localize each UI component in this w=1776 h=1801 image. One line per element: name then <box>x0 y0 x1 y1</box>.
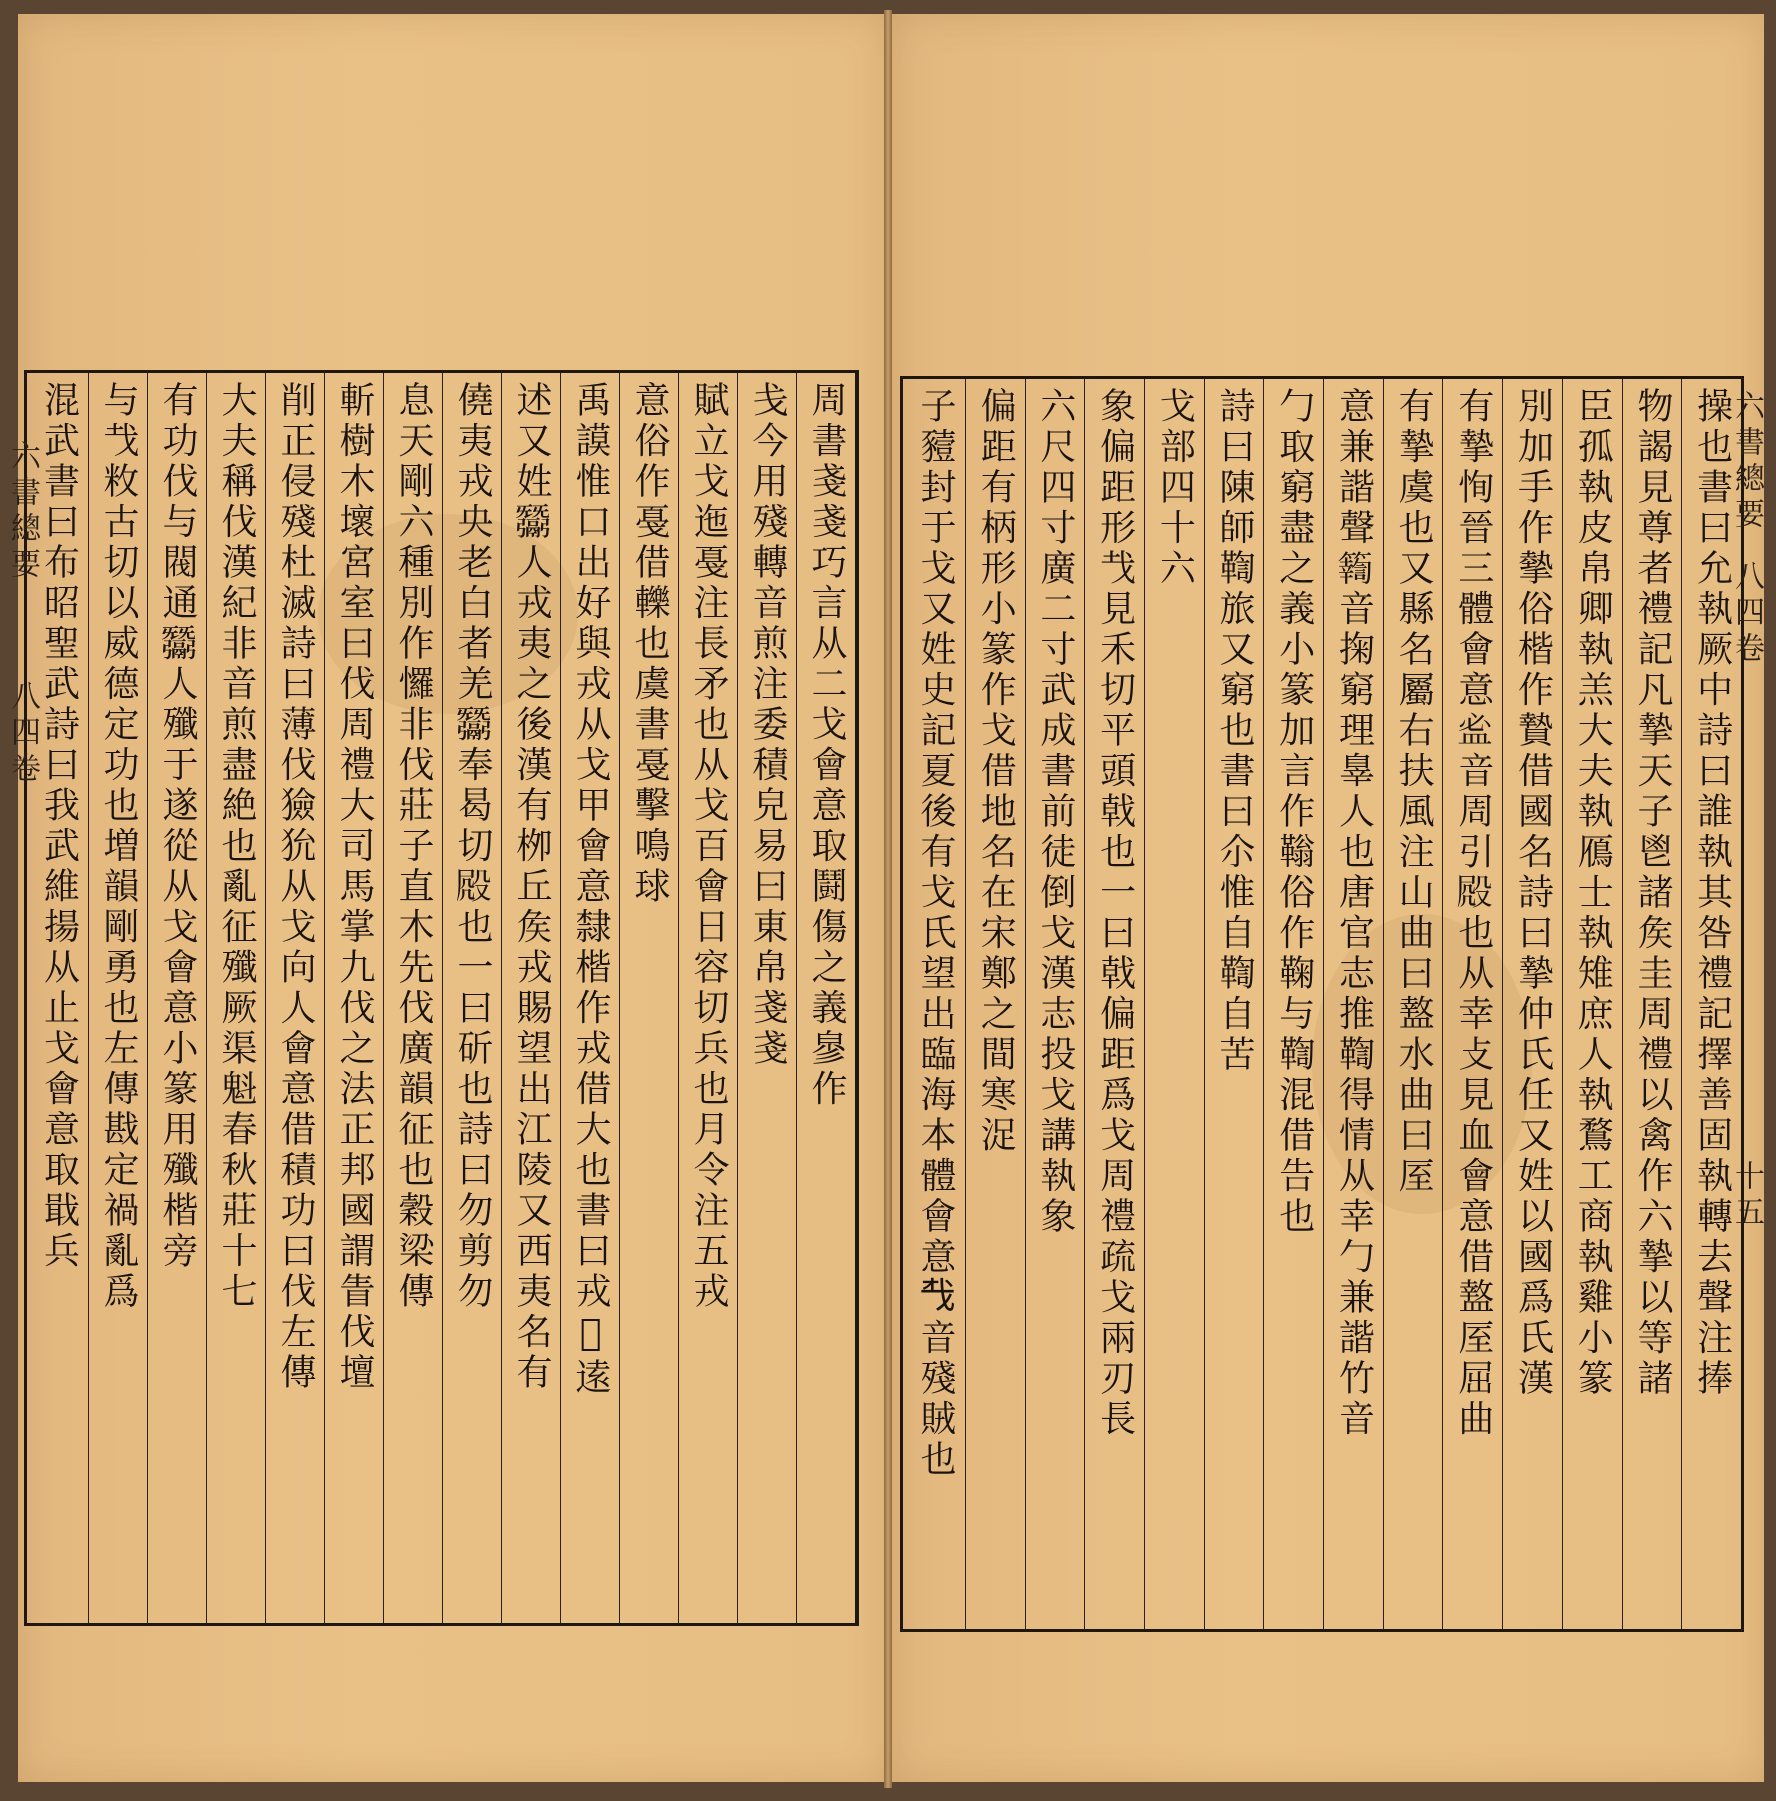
column-text: 象偏距形𢦏見禾切平頭戟也一曰戟偏距爲戈周禮疏戈兩刃長 <box>1094 387 1136 1440</box>
right-text-column <box>1263 379 1323 1629</box>
right-text-column <box>1622 379 1682 1629</box>
column-text: 有功伐与閥通𢑋人殲于遂從从戈會意小篆用殲楷旁 <box>157 381 198 1272</box>
right-text-column <box>1562 379 1622 1629</box>
column-text: 混武書曰布昭聖武詩曰我武維揚从止戈會意取戢兵 <box>38 381 80 1272</box>
column-text: 偏距有柄形小篆作戈借地名在宋鄭之間寒浞 <box>975 387 1017 1157</box>
right-margin-volume: 八四卷 <box>1729 560 1764 668</box>
right-text-column <box>1144 379 1204 1629</box>
left-margin-volume: 八四卷 <box>5 680 40 788</box>
right-text-column <box>1323 379 1383 1629</box>
left-text-column <box>796 373 855 1623</box>
left-text-column <box>678 373 737 1623</box>
left-text-frame <box>24 370 859 1626</box>
column-text: 息天剛六種別作㦬非伐莊子直木先伐廣韻征也穀梁傳 <box>393 381 434 1313</box>
column-text: 削正侵殘杜滅詩曰薄伐獫狁从戈向人會意借積功曰伐左傳 <box>275 381 316 1394</box>
right-text-column <box>1383 379 1443 1629</box>
column-text: 意俗作戞借轢也虞書戞擊鳴球 <box>629 381 670 908</box>
right-text-column <box>1025 379 1085 1629</box>
right-margin-title: 六書總要 <box>1729 390 1764 534</box>
right-text-column <box>1502 379 1562 1629</box>
left-text-column <box>147 373 206 1623</box>
left-text-column <box>265 373 324 1623</box>
column-text: 戈部四十六 <box>1154 387 1196 590</box>
column-text: 有摯恂晉三體會意𥁑音周引𣪍也从幸攴見血會意借盩厔屈曲 <box>1452 387 1494 1440</box>
right-text-column <box>1442 379 1502 1629</box>
right-margin-folio: 十五 <box>1729 1160 1764 1232</box>
column-text: 六尺四寸廣二寸武成書前徒倒戈漢志投戈講執象 <box>1034 387 1076 1238</box>
column-text: 操也書曰允執厥中詩曰誰執其咎禮記擇善固執轉去聲注捧 <box>1691 387 1733 1400</box>
column-text: 与𢦏敉古切以威德定功也増韻剛勇也左傳戡定禍亂爲 <box>98 381 139 1313</box>
column-text: 禹謨惟口出好與戎从戈甲會意隸楷作戎借大也書曰戎𦕖逺 <box>570 381 611 1399</box>
right-columns <box>903 379 1741 1629</box>
left-text-column <box>383 373 442 1623</box>
column-text: 物謁見尊者禮記凡摯天子鬯諸矦圭周禮以禽作六摯以等諸 <box>1631 387 1673 1400</box>
column-text: 戋今用殘轉音煎注委積皃易曰東帛戔戔 <box>747 381 788 1070</box>
left-text-column <box>442 373 501 1623</box>
column-text: 述又姓𢑋人戎夷之後漢有栁丘矦戎賜望出江陵又西夷名有 <box>511 381 552 1394</box>
left-text-column <box>737 373 796 1623</box>
column-text: 斬樹木壞宮室曰伐周禮大司馬掌九伐之法正邦國謂眚伐壇 <box>334 381 375 1394</box>
left-text-column <box>88 373 147 1623</box>
column-text: 大夫稱伐漢紀非音煎盡絶也亂征殲厥渠魁春秋莊十七 <box>216 381 257 1313</box>
column-text: 別加手作摰俗楷作贄借國名詩曰摯仲氏任又姓以國爲氏漢 <box>1512 387 1554 1400</box>
right-text-column <box>1084 379 1144 1629</box>
left-text-column <box>206 373 265 1623</box>
left-margin-title: 六書總要 <box>5 440 40 584</box>
column-text: 周書戔戔巧言从二戈會意取鬪傷之義㣎作 <box>806 381 847 1110</box>
right-text-column <box>965 379 1025 1629</box>
right-text-column <box>1204 379 1264 1629</box>
column-text: 勹取窮盡之義小篆加言作䩺俗作鞠与鞫混借告也 <box>1273 387 1315 1238</box>
right-text-column <box>905 379 965 1629</box>
book-spine <box>884 10 892 1788</box>
left-text-column <box>619 373 678 1623</box>
left-text-column <box>501 373 560 1623</box>
column-text: 僥夷戎央老白者羌𢑋奉曷切𣪍也一曰斫也詩曰勿剪勿 <box>452 381 493 1313</box>
right-text-frame <box>900 376 1744 1632</box>
left-text-column <box>324 373 383 1623</box>
column-text: 有摯虞也又縣名屬右扶風注山曲曰盩水曲曰厔 <box>1393 387 1435 1197</box>
column-text: 子豷封于戈又姓史記夏後有戈氏望出臨海本體會意𢦔音殘賊也 <box>915 387 957 1481</box>
left-text-column <box>560 373 619 1623</box>
column-text: 賦立戈迤戞注長矛也从戈百會日容切兵也月令注五戎 <box>688 381 729 1313</box>
column-text: 意兼諧聲𥷚音掬窮理辠人也唐官志推鞫得情从幸勹兼諧竹音 <box>1333 387 1375 1440</box>
left-columns <box>27 373 855 1623</box>
column-text: 詩曰陳師鞫旅又窮也書曰尒惟自鞫自苦 <box>1214 387 1256 1076</box>
column-text: 臣孤執皮帛卿執羔大夫執鴈士執雉庶人執鶩工商執雞小篆 <box>1572 387 1614 1400</box>
